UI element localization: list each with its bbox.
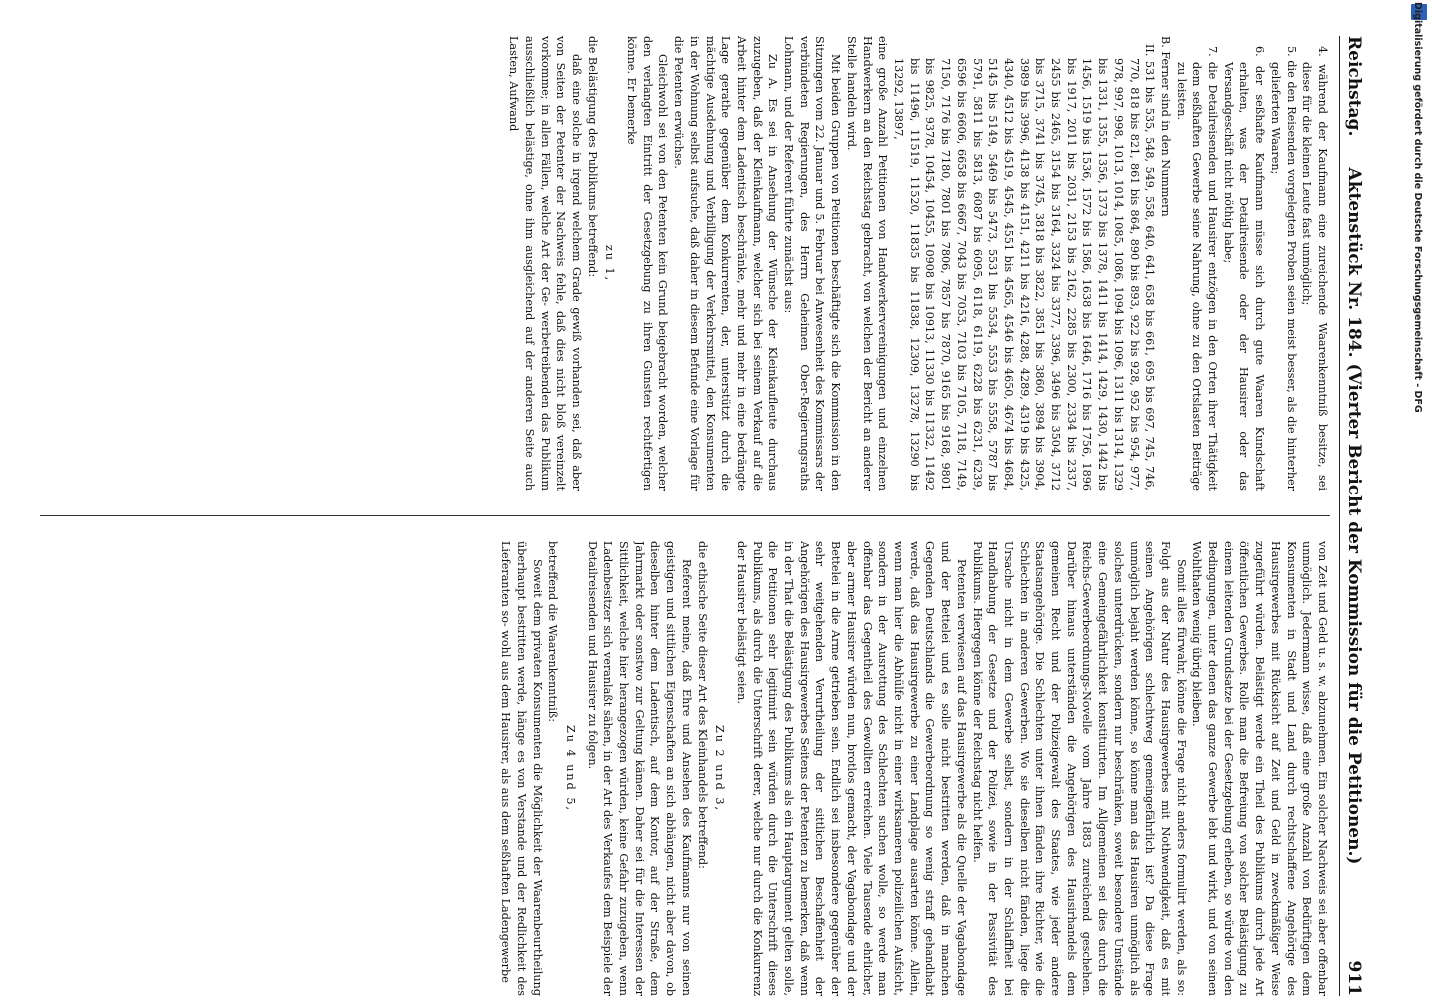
section-heading: zu 1, bbox=[603, 244, 617, 283]
column-divider bbox=[40, 515, 1330, 516]
header-title: Aktenstück Nr. 184. (Vierter Bericht der Kommission für die Petitionen.) bbox=[1344, 167, 1364, 865]
paragraph: Zu A. Es sei in Ansehung der Wünsche der Kleinkaufleute durchaus zuzugeben, daß der Kleinkaufmann, welcher sich bei seinem Verkauf auf die Arbeit hinter dem Ladentisch beschränke, mehr und mehr in eine bedrängte Lage gerathe gegenüber dem Konkurrenten, der, unterstützt durch die mächtige Ausdehnung und Verbilligung der Verkehrsmittel, den Konsumenten in der Wohnung selbst aufsuche, daß daher in diesem Befunde eine Vorlage für die Petenten erwüchse. bbox=[672, 36, 780, 491]
list-item: 5. die den Reisenden vorgelegten Proben seien meist besser, als die hinterher gelieferten Waaren; bbox=[1268, 46, 1298, 491]
section-heading: Zu 4 und 5, bbox=[563, 724, 577, 812]
paragraph: von Zeit und Geld u. s. w. abzunehmen. Ein solcher Nachweis sei aber offenbar unmöglich. Jedermann wisse, daß eine große Anzahl von Bedürftigen dem Konsumenten in Stadt und Land durch rechtschaffene Angehörige des Hausirgewerbes mit Rücksicht auf Zeit und Geld in zweckmäßiger Weise zugeführt würden. Belästigt werde ein Theil des Publikums durch jede Art öffentlichen Gewerbes. Rolle man die Befreiung von solcher Belästigung zu einem leitenden Grundsatze bei der Gesetzgebung erheben, so würde von den Bedingungen, unter denen das ganze Gewerbe lebt und wirkt, und von seinen Wohlthaten wenig übrig bleiben. bbox=[1190, 541, 1329, 996]
document-page bbox=[36, 36, 1366, 996]
list-item: 6. der seßhafte Kaufmann müsse sich durch gute Waaren Kundschaft erhalten, was der Detailreisende oder der Hausirer oder das Versandgeschäft nicht nöthig habe; bbox=[1221, 46, 1267, 491]
section-subheading: die Belästigung des Publikums betreffend: bbox=[585, 36, 599, 278]
page-number: 911 bbox=[1344, 960, 1364, 996]
text-columns bbox=[40, 36, 1330, 996]
paragraph: daß eine solche in irgend welchem Grade gewiß vorhanden sei, daß aber von Seiten der Petenter der Nachweis fehle, daß dies nicht bloß vereinzelt vorkomme; in allen Fällen, welche Art der Ge- werbetreibenden das Publikum ausschließlich belästige, ohne ihm ausgleichend auf der anderen Seite auch Lasten, Aufwand bbox=[507, 36, 583, 491]
header-left: Reichstag. bbox=[1344, 36, 1364, 137]
page-header bbox=[1339, 36, 1366, 996]
section-heading: Zu 2 und 3, bbox=[713, 724, 727, 812]
list-item: 7. die Detailreisenden und Hausirer entzögen in den Orten ihrer Thätigkeit dem seßhaften Gewerbe seine Nahrung, ohne zu den Ortslasten Beiträge zu leisten. bbox=[1174, 46, 1220, 491]
paragraph: Mit beiden Gruppen von Petitionen beschäftigte sich die Kommission in den Sitzungen vom 22. Januar und 5. Februar bei Anwesenheit des Kommissars der verbündeten Regierungen, des Herrn Geheimen Ober-Regierungsraths Lohmann, und der Referent führte zunächst aus: bbox=[782, 36, 843, 491]
petition-numbers: II. 531 bis 535, 548, 549, 558, 640, 641, 658 bis 661, 695 bis 697, 745, 746, 770, 818 bis 821, 861 bis 864, 890 bis 893, 922 bis 928, 952 bis 954, 977, 978, 997, 998, 1013, 1014, 1085, 1086, 1094 bis 1096, 1311 bis 1314, 1329 bis 1331, 1355, 1356, 1373 bis 1378, 1411 bis 1414, 1429, 1430, 1442 bis 1456, 1519 bis 1536, 1572 bis 1586, 1638 bis 1646, 1716 bis 1756, 1896 bis 1917, 2011 bis 2031, 2153 bis 2162, 2285 bis 2300, 2334 bis 2337, 2455 bis 2465, 3154 bis 3164, 3324 bis 3377, 3396, 3496 bis 3504, 3712 bis 3715, 3741 bis 3745, 3818 bis 3822, 3851 bis 3860, 3894 bis 3904, 3989 bis 3996, 4138 bis 4151, 4211 bis 4216, 4288, 4289, 4319 bis 4325, 4340, 4512 bis 4519, 4545, 4551 bis 4565, 4546 bis 4650, 4674 bis 4684, 5145 bis 5149, 5469 bis 5473, 5531 bis 5534, 5553 bis 5558, 5787 bis 5791, 5811 bis 5813, 6087 bis 6095, 6118, 6119, 6228 bis 6231, 6239, 6596 bis 6606, 6658 bis 6667, 7043 bis 7053, 7103 bis 7105, 7118, 7149, 7150, 7176 bis 7180, 7801 bis 7806, 7857 bis 7870, 9165 bis 9168, 9801 bis 9825, 9378, 10454, 10455, 10908 bis 10913, 11330 bis 11332, 11492 bis 11496, 11519, 11520, 11835 bis 11838, 12309, 13278, 13290 bis 13292, 13897, bbox=[892, 44, 1157, 491]
paragraph: Referent meine, daß Ehre und Ansehen des Kaufmanns nur von seinen geistigen und sittlichen Eigenschaften an sich abhängen, nicht aber davon, ob dieselben hinter dem Ladentisch, auf dem Kontor, auf der Straße, dem Jahrmarkt oder sonstwo zur Geltung kämen. Daher sei für die Interessen der Sittlichkeit, welche hier herangezogen würden, keine Gefahr zuzugeben, wenn Ladenbesitzer sich veranlaßt sähen, in der Art des Verkaufes dem Beispiele der Detailreisenden und Hausirer zu folgen. bbox=[585, 541, 693, 996]
paragraph: Petenten verwiesen auf das Hausirgewerbe als die Quelle der Vagabondage und der Bettelei und es solle nicht bestritten werden, daß in manchen Gegenden Deutschlands die Gewerbeordnung so wenig straff gehandhabt werde, daß das Hausirgewerbe zu einer Landplage ausarten könne. Allein, wenn man hier die Abhülfe nicht in einer wirksameren polizeilichen Aufsicht, sondern in der Ausrottung des Schlechten suchen wolle, so werde man offenbar das Gegentheil des Gewollten erreichen. Viele Tausende ehrlicher, aber armer Hausirer würden nun, brotlos gemacht, der Vagabondage und der Bettelei in die Arme getrieben sein. Endlich sei insbesondere gegenüber der sehr weitgehenden Verurtheilung der sittlichen Beschaffenheit der Angehörigen des Hausirgewerbes Seitens der Petenten zu bemerken, daß wenn in der That die Belästigung des Publikums als ein Hauptargument gelten solle, die Petitionen sehr legitimirt sein würden durch die Unterschrift dieses Publikums, als durch die Unterschrift derer, welche nur durch die Konkurrenz der Hausirer belästigt seien. bbox=[734, 541, 968, 996]
paragraph: Somit alles fürwahr, könne die Frage nicht anders formulirt werden, als so: Folgt aus der Natur des Hausirgewerbes mit Nothwendigkeit, daß es mit seinen Angehörigen schlechtweg gemeingefährlich ist? Da diese Frage unmöglich bejaht werden könne, so könne man das Hausiren unmöglich als solches unterdrücken, sondern nur beschränken, soweit besondere Umstände eine Gemeingefährlichkeit konstituirten. Im Allgemeinen sei dies durch die Reichs-Gewerbeordnungs-Novelle vom Jahre 1883 zureichend geschehen. Darüber hinaus unterständen die Angehörigen des Hausirhandels dem gemeinen Recht und der Polizeigewalt des Staates, wie jeder andere Staatsangehörige. Die Schlechten unter ihnen fänden ihre Richter, wie die Schlechten in anderen Gewerben. Wo sie dieselben nicht fänden, liege die Ursache nicht in dem Gewerbe selbst, sondern in der Schlaffheit bei Handhabung der Gesetze und der Polizei, sowie in der Passivität des Publikums. Hiergegen könne der Reichstag nicht helfen. bbox=[970, 541, 1188, 996]
left-column bbox=[40, 36, 1330, 491]
paragraph: Soweit dem privaten Konsumenten die Möglichkeit der Waarenbeurtheilung überhaupt bestritten werde, hänge es von Verstande und der Redlichkeit des Lieferanten so- wohl aus dem Hausirer, als aus dem seßhaften Ladengewerbe bbox=[499, 541, 544, 996]
section-b-intro: B. Ferner sind in den Nummern bbox=[1158, 36, 1172, 217]
paragraph: eine große Anzahl Petitionen von Handwerkervereinigungen und einzelnen Handwerkern an den Reichstag gebracht, von welchen der Bericht an anderer Stelle handeln wird. bbox=[844, 36, 890, 491]
paragraph: Gleichwohl sei von den Petenten kein Grund beigebracht worden, welcher den verlangten Eintritt der Gesetzgebung zu ihren Gunsten rechtfertigen könne. Er bemerke bbox=[625, 36, 670, 491]
digitization-credit: Digitalisierung gefördert durch die Deutsche Forschungsgemeinschaft - DFG bbox=[1412, 2, 1423, 413]
section-subheading: betreffend die Waarenkenntniß: bbox=[546, 541, 560, 723]
section-subheading: die ethische Seite dieser Art des Kleinhandels betreffend: bbox=[695, 541, 709, 869]
right-column bbox=[40, 541, 1330, 996]
list-item: 4. während der Kaufmann eine zureichende Waarenkenntniß besitze, sei diese für die kleinen Leute fast unmöglich; bbox=[1300, 46, 1329, 491]
